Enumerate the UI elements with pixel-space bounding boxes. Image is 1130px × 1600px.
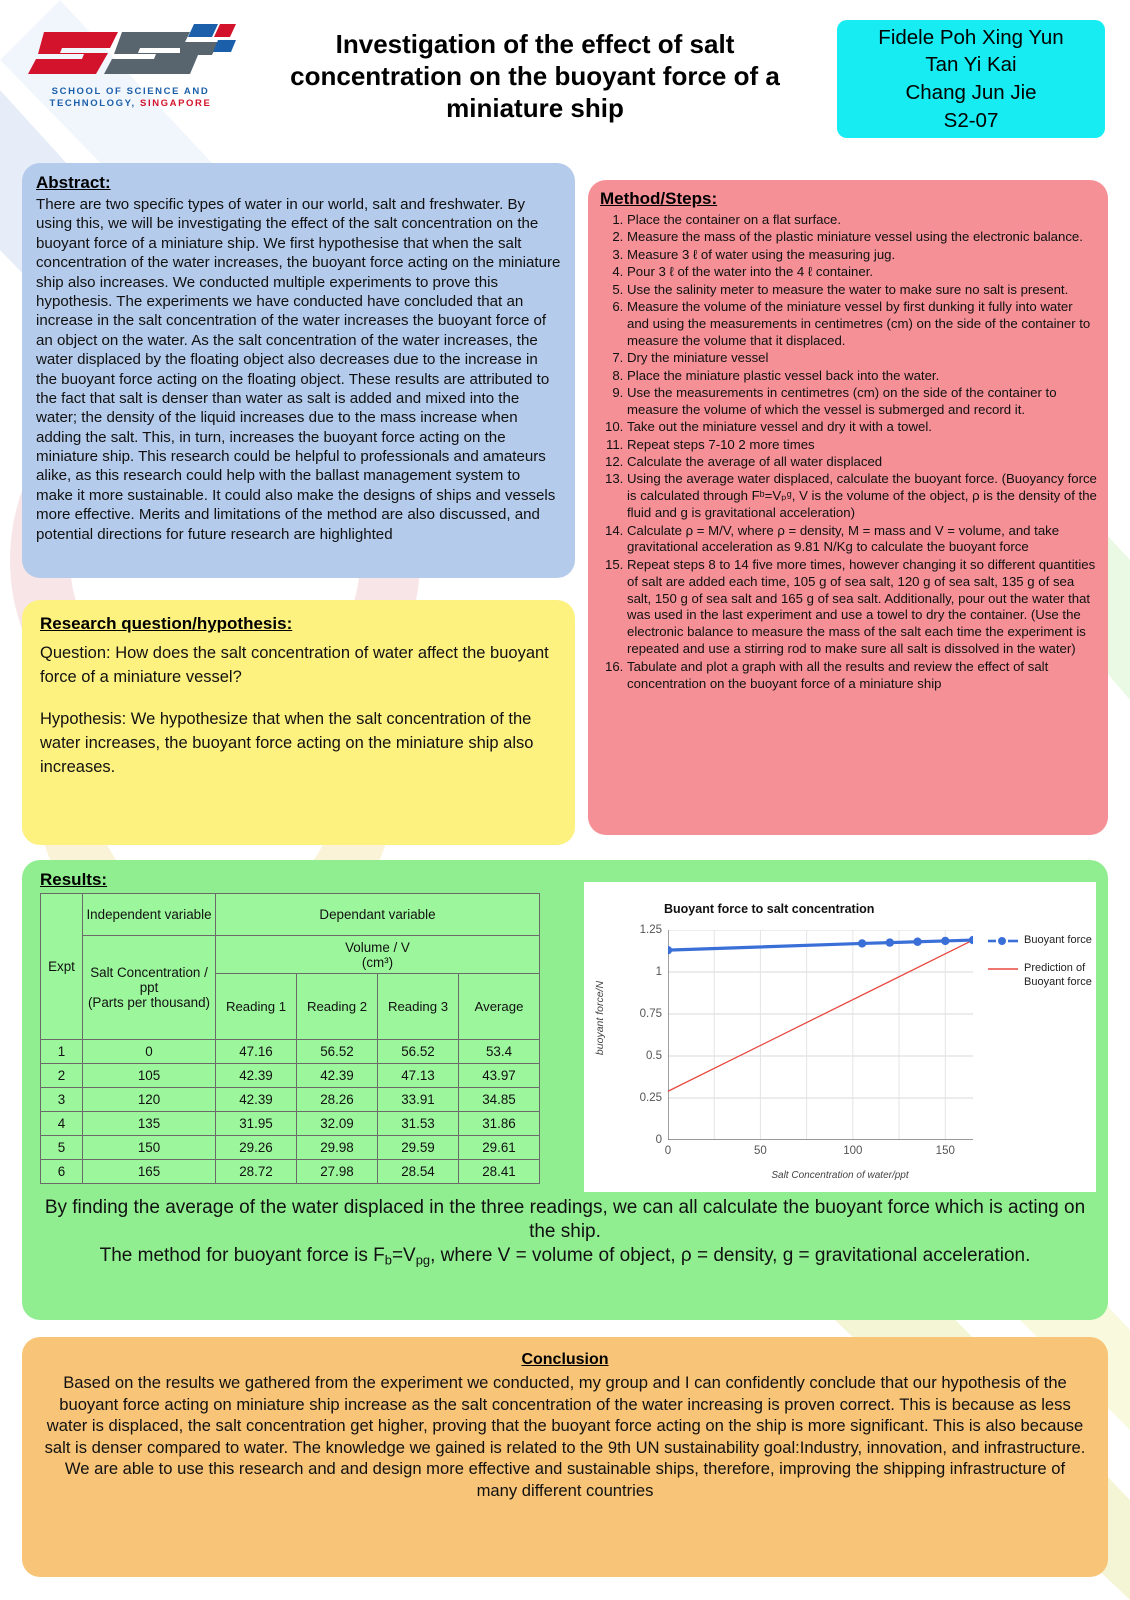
cell-reading2: 32.09 — [297, 1112, 378, 1136]
cell-reading2: 29.98 — [297, 1136, 378, 1160]
cell-reading1: 31.95 — [216, 1112, 297, 1136]
method-step: 11. Repeat steps 7-10 2 more times — [627, 437, 1098, 454]
formula-pre: The method for buoyant force is F — [99, 1245, 385, 1267]
chart-y-tick: 0 — [655, 1134, 662, 1146]
method-steps-list — [600, 212, 1098, 692]
research-question: Question: How does the salt concentration of water affect the buoyant force of a miniature vessel? — [40, 644, 549, 686]
chart-x-tick: 0 — [664, 1145, 672, 1157]
buoyant-force-chart — [584, 882, 1096, 1192]
cell-average: 34.85 — [459, 1088, 540, 1112]
cell-conc: 120 — [83, 1088, 216, 1112]
logo-line-2b: SINGAPORE — [140, 98, 212, 109]
cell-conc: 165 — [83, 1160, 216, 1184]
chart-y-tick: 1.25 — [639, 924, 662, 936]
research-heading: Research question/hypothesis: — [40, 614, 293, 633]
method-step: 16. Tabulate and plot a graph with all the results and review the effect of salt concentration on the buoyant force of a miniature ship — [627, 659, 1098, 693]
method-step: 4. Pour 3 ℓ of the water into the 4 ℓ container. — [627, 264, 1098, 281]
authors-box — [837, 20, 1105, 138]
abstract-heading: Abstract: — [36, 173, 111, 192]
col-header-salt-concentration — [83, 936, 216, 1040]
col-header-salt-conc-sub: (Parts per thousand) — [87, 995, 211, 1010]
method-step: 2. Measure the mass of the plastic miniature vessel using the electronic balance. — [627, 229, 1098, 246]
col-header-volume — [216, 936, 540, 974]
author-name: Fidele Poh Xing Yun — [878, 25, 1064, 49]
page-title: Investigation of the effect of salt concentration on the buoyant force of a miniature ship — [290, 29, 780, 124]
table-row — [41, 1136, 540, 1160]
table-header-row — [41, 894, 540, 936]
formula-mid: =V — [391, 1245, 416, 1267]
cell-expt: 4 — [41, 1112, 83, 1136]
cell-reading2: 27.98 — [297, 1160, 378, 1184]
cell-reading1: 47.16 — [216, 1040, 297, 1064]
legend-label: Prediction of Buoyant force — [1024, 962, 1092, 988]
cell-reading3: 33.91 — [378, 1088, 459, 1112]
col-header-independent: Independent variable — [83, 894, 216, 936]
abstract-panel — [22, 163, 575, 578]
results-panel — [22, 860, 1108, 1320]
method-step: 10. Take out the miniature vessel and dry it with a towel. — [627, 419, 1098, 436]
poster-header — [0, 0, 1130, 150]
method-step: 15. Repeat steps 8 to 14 five more times, however changing it so different quantities of salt are added each time, 105 g of sea salt, 120 g of sea salt, 135 g of sea salt, 150 g of sea salt and 165 g of sea salt. Additionally, pour out the water that was used in the last experiment and use a towel to dry the container. (Use the electronic balance to measure the mass of the salt each time the experiment is repeated and use a stirring rod to make sure all salt is dissolved in the water) — [627, 557, 1098, 658]
method-panel — [588, 180, 1108, 835]
col-header-average: Average — [459, 974, 540, 1040]
cell-conc: 0 — [83, 1040, 216, 1064]
abstract-body: There are two specific types of water in our world, salt and freshwater. By using this, we will be investigating the effect of the salt concentration on the buoyant force of a miniature ship. We first hypothesise that when the salt concentration of the water increases, the buoyant force acting on the miniature ship also increases. We conducted multiple experiments to prove this hypothesis. The experiments we have conducted have concluded that an increase in the salt concentration of the water increases the buoyant force of an object on the water. As the salt concentration of the water increases, the water displaced by the floating object also decreases due to the increase in the buoyant force acting on the floating object. These results are attributed to the fact that salt is denser than water as salt is added and mixed into the water; the density of the liquid increases due to the mass increase when adding the salt. This, in turn, increases the buoyant force acting on the miniature ship. This research could be helpful to professionals and amateurs alike, as this research could help with the ballast management system to make it more sustainable. It could also make the designs of ships and vessels more effective. Merits and limitations of the method are also discussed, and potential directions for future research are highlighted — [36, 196, 561, 543]
conclusion-body: Based on the results we gathered from the experiment we conducted, my group and I can confidently conclude that our hypothesis of the buoyant force acting on miniature ship increase as the salt concentration of the water increasing is proven correct. This is because as less water is displaced, the salt concentration get higher, proving that the buoyant force acting on the ship is more significant. This is also because salt is denser compared to water. The knowledge we gained is related to the 9th UN sustainability goal:Industry, innovation, and infrastructure. We are able to use this research and and design more effective and sustainable ships, therefore, improving the shipping infrastructure of many different countries — [44, 1373, 1086, 1500]
method-step: 9. Use the measurements in centimetres (cm) on the side of the container to measure the volume of which the vessel is submerged and record it. — [627, 385, 1098, 419]
cell-average: 29.61 — [459, 1136, 540, 1160]
cell-reading2: 42.39 — [297, 1064, 378, 1088]
table-row — [41, 1064, 540, 1088]
cell-conc: 105 — [83, 1064, 216, 1088]
cell-expt: 2 — [41, 1064, 83, 1088]
table-row — [41, 1160, 540, 1184]
results-heading: Results: — [40, 870, 108, 889]
class-label: S2-07 — [943, 108, 999, 132]
formula-post: , where V = volume of object, ρ = density, g = gravitational acceleration. — [430, 1245, 1031, 1267]
method-step: 13. Using the average water displaced, calculate the buoyant force. (Buoyancy force is calculated through Fᵇ=Vₚᵍ, V is the volume of the object, ρ is the density of the fluid and g is gravitational acceleration) — [627, 471, 1098, 522]
col-header-dependant: Dependant variable — [216, 894, 540, 936]
cell-average: 31.86 — [459, 1112, 540, 1136]
col-header-volume-main: Volume / V — [345, 939, 410, 955]
chart-y-tick: 0.75 — [639, 1008, 662, 1020]
cell-expt: 3 — [41, 1088, 83, 1112]
table-row — [41, 1088, 540, 1112]
col-header-salt-conc-main: Salt Concentration / ppt — [90, 965, 208, 995]
cell-reading1: 29.26 — [216, 1136, 297, 1160]
legend-item-buoyant-force — [988, 934, 1098, 948]
research-hypothesis: Hypothesis: We hypothesize that when the salt concentration of the water increases, the buoyant force acting on the miniature ship also increases. — [40, 709, 534, 776]
cell-expt: 6 — [41, 1160, 83, 1184]
cell-average: 53.4 — [459, 1040, 540, 1064]
cell-reading3: 47.13 — [378, 1064, 459, 1088]
cell-average: 43.97 — [459, 1064, 540, 1088]
cell-reading1: 42.39 — [216, 1064, 297, 1088]
col-header-reading3: Reading 3 — [378, 974, 459, 1040]
legend-swatch-line-marker-icon — [988, 934, 1018, 948]
col-header-volume-unit: (cm³) — [361, 954, 394, 970]
chart-legend — [988, 934, 1098, 1004]
method-step: 5. Use the salinity meter to measure the water to make sure no salt is present. — [627, 282, 1098, 299]
legend-label: Buoyant force — [1024, 934, 1092, 946]
legend-swatch-line-icon — [988, 962, 1018, 976]
logo-line-2a: TECHNOLOGY, — [49, 98, 141, 109]
cell-reading2: 56.52 — [297, 1040, 378, 1064]
chart-y-axis-label: buoyant force/N — [594, 980, 606, 1056]
results-table-body — [41, 1040, 540, 1184]
table-header-row — [41, 936, 540, 974]
chart-title: Buoyant force to salt concentration — [664, 902, 875, 916]
chart-y-tick: 0.5 — [646, 1050, 662, 1062]
cell-conc: 135 — [83, 1112, 216, 1136]
cell-reading3: 29.59 — [378, 1136, 459, 1160]
results-table — [40, 893, 540, 1184]
cell-expt: 1 — [41, 1040, 83, 1064]
cell-reading3: 28.54 — [378, 1160, 459, 1184]
table-row — [41, 1112, 540, 1136]
method-heading: Method/Steps: — [600, 189, 718, 208]
cell-reading2: 28.26 — [297, 1088, 378, 1112]
logo-line-1: SCHOOL OF SCIENCE AND — [51, 86, 210, 97]
author-name: Chang Jun Jie — [905, 81, 1037, 104]
cell-reading1: 28.72 — [216, 1160, 297, 1184]
results-table-head — [41, 894, 540, 1040]
col-header-reading2: Reading 2 — [297, 974, 378, 1040]
chart-plot-area — [639, 924, 973, 1157]
chart-x-tick: 50 — [754, 1145, 767, 1157]
table-row — [41, 1040, 540, 1064]
method-step: 1. Place the container on a flat surface. — [627, 212, 1098, 229]
formula-sub-pg: pg — [415, 1252, 431, 1268]
results-note — [34, 1196, 1096, 1269]
results-note-line-1: By finding the average of the water displaced in the three readings, we can all calculate the buoyant force which is acting on the ship. — [44, 1197, 1086, 1243]
chart-x-tick: 100 — [843, 1145, 863, 1157]
cell-expt: 5 — [41, 1136, 83, 1160]
research-body — [40, 642, 557, 780]
method-step: 6. Measure the volume of the miniature vessel by first dunking it fully into water and using the measurements in centimetres (cm) on the side of the container to measure the volume that it displaced. — [627, 299, 1098, 350]
method-step: 7. Dry the miniature vessel — [627, 350, 1098, 367]
cell-reading3: 56.52 — [378, 1040, 459, 1064]
conclusion-heading: Conclusion — [521, 1351, 609, 1368]
chart-x-axis-label: Salt Concentration of water/ppt — [771, 1170, 909, 1181]
method-step: 8. Place the miniature plastic vessel back into the water. — [627, 368, 1098, 385]
chart-y-tick: 1 — [655, 966, 662, 978]
author-name: Tan Yi Kai — [925, 53, 1017, 77]
cell-average: 28.41 — [459, 1160, 540, 1184]
col-header-expt: Expt — [41, 894, 83, 1040]
sst-logo — [22, 22, 237, 127]
legend-item-prediction — [988, 962, 1098, 990]
sst-logo-mark — [22, 22, 237, 84]
cell-reading3: 31.53 — [378, 1112, 459, 1136]
col-header-reading1: Reading 1 — [216, 974, 297, 1040]
method-step: 3. Measure 3 ℓ of water using the measuring jug. — [627, 247, 1098, 264]
research-question-panel — [22, 600, 575, 845]
chart-y-tick: 0.25 — [639, 1092, 662, 1104]
formula-sub-b: b — [384, 1252, 392, 1268]
method-step: 12. Calculate the average of all water displaced — [627, 454, 1098, 471]
method-step: 14. Calculate ρ = M/V, where ρ = density, M = mass and V = volume, and take gravitational acceleration as 9.81 N/Kg to calculate the buoyant force — [627, 523, 1098, 557]
logo-line-2 — [28, 98, 233, 109]
results-note-line-2 — [34, 1244, 1096, 1269]
chart-x-tick: 150 — [935, 1145, 955, 1157]
cell-conc: 150 — [83, 1136, 216, 1160]
conclusion-panel — [22, 1337, 1108, 1577]
cell-reading1: 42.39 — [216, 1088, 297, 1112]
chart-svg — [668, 930, 973, 1140]
